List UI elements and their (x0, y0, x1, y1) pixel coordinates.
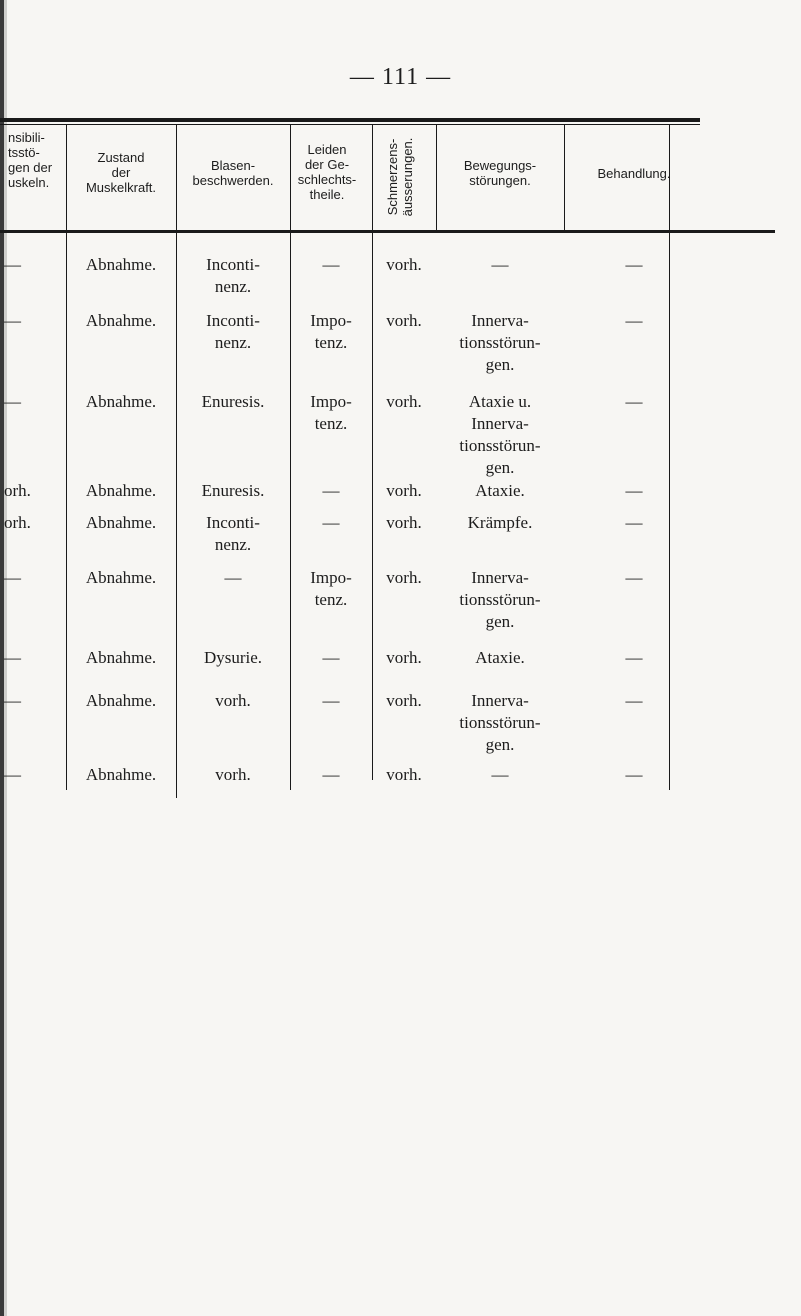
cell-pain: vorh. (386, 568, 422, 587)
cell-treatment: — (625, 255, 643, 274)
cell-treatment: — (625, 765, 643, 784)
cell-treatment: — (625, 513, 643, 532)
cell-bladder: Dysurie. (203, 648, 263, 667)
cell-sensibility: — (4, 568, 21, 587)
cell-movement: Ataxie. (475, 481, 525, 500)
cell-pain: vorh. (386, 513, 422, 532)
cell-treatment: — (625, 311, 643, 330)
cell-bladder: vorh. (215, 691, 251, 710)
cell-treatment: — (625, 392, 643, 411)
header-treatment: Behandlung. (597, 166, 671, 181)
cell-pain: vorh. (386, 392, 422, 411)
cell-pain: vorh. (386, 311, 422, 330)
cell-pain: vorh. (386, 765, 422, 784)
cell-bladder: Enuresis. (201, 481, 265, 500)
cell-bladder: Inconti- nenz. (206, 255, 260, 296)
cell-bladder: vorh. (215, 765, 251, 784)
cell-genital: — (322, 691, 340, 710)
cell-movement: Innerva- tionsstörun- gen. (459, 691, 541, 754)
cell-genital: — (322, 765, 340, 784)
header-bladder: Blasen- beschwerden. (192, 158, 274, 188)
cell-treatment: — (625, 691, 643, 710)
cell-sensibility: — (4, 648, 21, 667)
header-pain (364, 128, 436, 226)
cell-muscle-strength: Abnahme. (85, 311, 157, 330)
header-bottom-rule (0, 230, 775, 233)
cell-pain: vorh. (386, 648, 422, 667)
header-sensibility: nsibili- tsstö- gen der uskeln. (8, 130, 53, 190)
cell-sensibility: — (4, 765, 21, 784)
cell-movement: — (491, 255, 509, 274)
cell-movement: Innerva- tionsstörun- gen. (459, 311, 541, 374)
cell-treatment: — (625, 568, 643, 587)
cell-pain: vorh. (386, 691, 422, 710)
cell-muscle-strength: Abnahme. (85, 513, 157, 532)
table-top-rule (0, 118, 700, 122)
cell-movement: — (491, 765, 509, 784)
cell-sensibility: orh. (4, 481, 31, 500)
cell-muscle-strength: Abnahme. (85, 392, 157, 411)
cell-genital: — (322, 648, 340, 667)
cell-genital: — (322, 481, 340, 500)
cell-pain: vorh. (386, 481, 422, 500)
table-top-rule-thin (0, 124, 700, 125)
cell-sensibility: — (4, 392, 21, 411)
cell-muscle-strength: Abnahme. (85, 691, 157, 710)
cell-genital: Impo- tenz. (310, 311, 352, 352)
cell-sensibility: — (4, 255, 21, 274)
cell-sensibility: — (4, 691, 21, 710)
cell-movement: Ataxie. (475, 648, 525, 667)
cell-muscle-strength: Abnahme. (85, 481, 157, 500)
cell-bladder: — (224, 568, 242, 587)
header-muscle-strength: Zustand der Muskelkraft. (85, 150, 157, 195)
cell-sensibility: orh. (4, 513, 31, 532)
header-movement: Bewegungs- störungen. (463, 158, 537, 188)
header-pain-text: Schmerzens- äusserungen. (385, 137, 415, 217)
cell-movement: Innerva- tionsstörun- gen. (459, 568, 541, 631)
cell-movement: Krämpfe. (467, 513, 533, 532)
cell-muscle-strength: Abnahme. (85, 648, 157, 667)
cell-bladder: Inconti- nenz. (206, 311, 260, 352)
cell-muscle-strength: Abnahme. (85, 568, 157, 587)
cell-genital: — (322, 513, 340, 532)
cell-genital: — (322, 255, 340, 274)
page-number: — 111 — (349, 64, 452, 90)
cell-treatment: — (625, 481, 643, 500)
cell-muscle-strength: Abnahme. (85, 255, 157, 274)
cell-genital: Impo- tenz. (310, 392, 352, 433)
cell-bladder: Enuresis. (201, 392, 265, 411)
header-genital: Leiden der Ge- schlechts- theile. (297, 142, 357, 202)
cell-bladder: Inconti- nenz. (206, 513, 260, 554)
cell-movement: Ataxie u. Innerva- tionsstörun- gen. (459, 392, 541, 477)
cell-treatment: — (625, 648, 643, 667)
cell-muscle-strength: Abnahme. (85, 765, 157, 784)
cell-sensibility: — (4, 311, 21, 330)
cell-pain: vorh. (386, 255, 422, 274)
cell-genital: Impo- tenz. (310, 568, 352, 609)
